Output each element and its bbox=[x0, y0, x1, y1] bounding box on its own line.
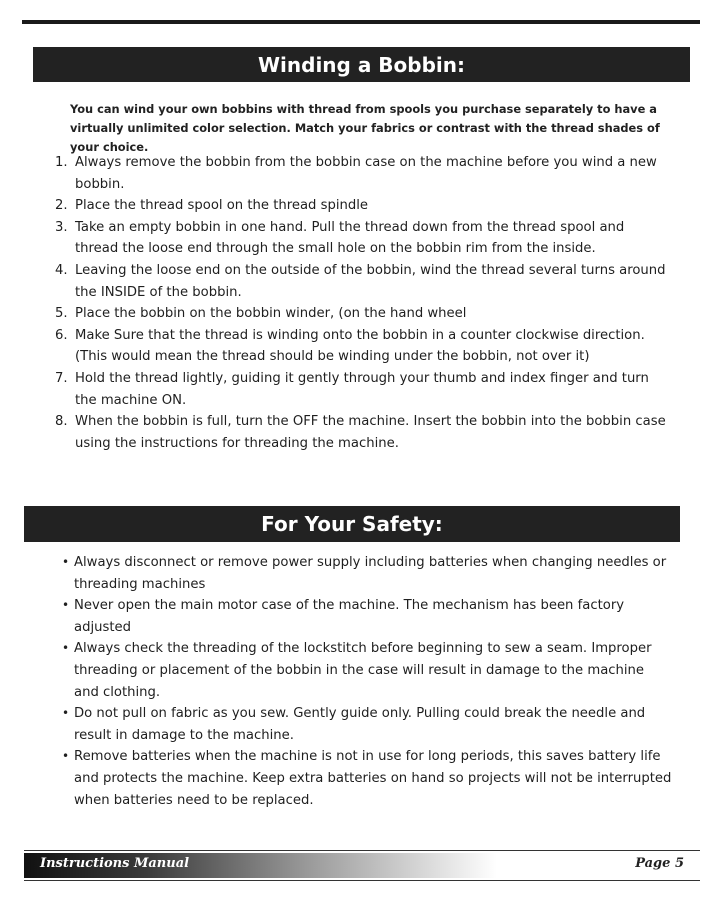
footer-manual-title: Instructions Manual bbox=[40, 856, 190, 871]
step-number: 4. bbox=[55, 262, 68, 278]
step-text: Take an empty bobbin in one hand. Pull the thread down from the thread spool and thread the loose end through the small hole on the bobbin rim from the inside. bbox=[75, 219, 625, 257]
bullet-icon: • bbox=[62, 598, 70, 613]
footer-divider-bottom bbox=[24, 880, 700, 881]
safety-item bbox=[62, 552, 672, 595]
winding-step bbox=[55, 411, 670, 454]
step-text: Always remove the bobbin from the bobbin case on the machine before you wind a new bobbin. bbox=[75, 155, 657, 192]
step-number: 3. bbox=[55, 219, 68, 235]
winding-step bbox=[55, 260, 670, 303]
winding-title-banner bbox=[33, 47, 690, 82]
safety-list bbox=[62, 552, 672, 811]
step-text: Place the bobbin on the bobbin winder, (on the hand wheel bbox=[75, 306, 467, 322]
safety-item-text: Do not pull on fabric as you sew. Gently guide only. Pulling could break the needle and result in damage to the machine. bbox=[74, 706, 646, 743]
safety-item bbox=[62, 595, 672, 638]
winding-step bbox=[55, 217, 670, 260]
step-text: Hold the thread lightly, guiding it gently through your thumb and index finger and turn the machine ON. bbox=[75, 370, 649, 408]
step-number: 1. bbox=[55, 155, 68, 170]
bullet-icon: • bbox=[62, 706, 70, 721]
safety-item bbox=[62, 703, 672, 746]
bullet-icon: • bbox=[62, 641, 70, 656]
step-text: Make Sure that the thread is winding onto the bobbin in a counter clockwise direction. (This would mean the thread should be winding under the bobbin, not over it) bbox=[75, 327, 645, 365]
winding-step bbox=[55, 303, 670, 325]
safety-item-text: Always disconnect or remove power supply including batteries when changing needles or threading machines bbox=[74, 555, 667, 592]
winding-step bbox=[55, 152, 670, 195]
step-text: Leaving the loose end on the outside of the bobbin, wind the thread several turns around the INSIDE of the bobbin. bbox=[75, 262, 666, 300]
step-text: When the bobbin is full, turn the OFF the machine. Insert the bobbin into the bobbin case using the instructions for threading the machine. bbox=[75, 414, 666, 451]
step-number: 7. bbox=[55, 370, 68, 386]
winding-step bbox=[55, 195, 670, 217]
winding-step bbox=[55, 325, 670, 368]
top-divider bbox=[22, 20, 700, 24]
step-number: 2. bbox=[55, 198, 68, 214]
footer-page-number: Page 5 bbox=[635, 856, 684, 871]
winding-steps-list bbox=[55, 152, 670, 454]
bullet-icon: • bbox=[62, 555, 70, 569]
winding-intro: You can wind your own bobbins with thread from spools you purchase separately to have a virtually unlimited color selection. Match your fabrics or contrast with the thread shades of your choice. bbox=[70, 102, 660, 154]
winding-title: Winding a Bobbin: bbox=[257, 52, 465, 77]
safety-title: For Your Safety: bbox=[261, 512, 443, 536]
winding-step bbox=[55, 368, 670, 411]
safety-item-text: Always check the threading of the lockstitch before beginning to sew a seam. Improper threading or placement of the bobbin in the case will result in damage to the machine and clothing. bbox=[74, 641, 652, 700]
step-number: 8. bbox=[55, 414, 68, 430]
safety-item bbox=[62, 746, 672, 811]
safety-item-text: Remove batteries when the machine is not in use for long periods, this saves battery life and protects the machine. Keep extra batteries on hand so projects will not be interrupted when batteries need to be replaced. bbox=[74, 749, 672, 808]
safety-item-text: Never open the main motor case of the machine. The mechanism has been factory adjusted bbox=[74, 598, 625, 635]
step-text: Place the thread spool on the thread spindle bbox=[75, 198, 369, 214]
step-number: 6. bbox=[55, 327, 68, 343]
bullet-icon: • bbox=[62, 749, 70, 764]
step-number: 5. bbox=[55, 306, 68, 322]
footer-divider-top bbox=[24, 850, 700, 851]
safety-title-banner bbox=[24, 506, 680, 542]
safety-item bbox=[62, 638, 672, 703]
